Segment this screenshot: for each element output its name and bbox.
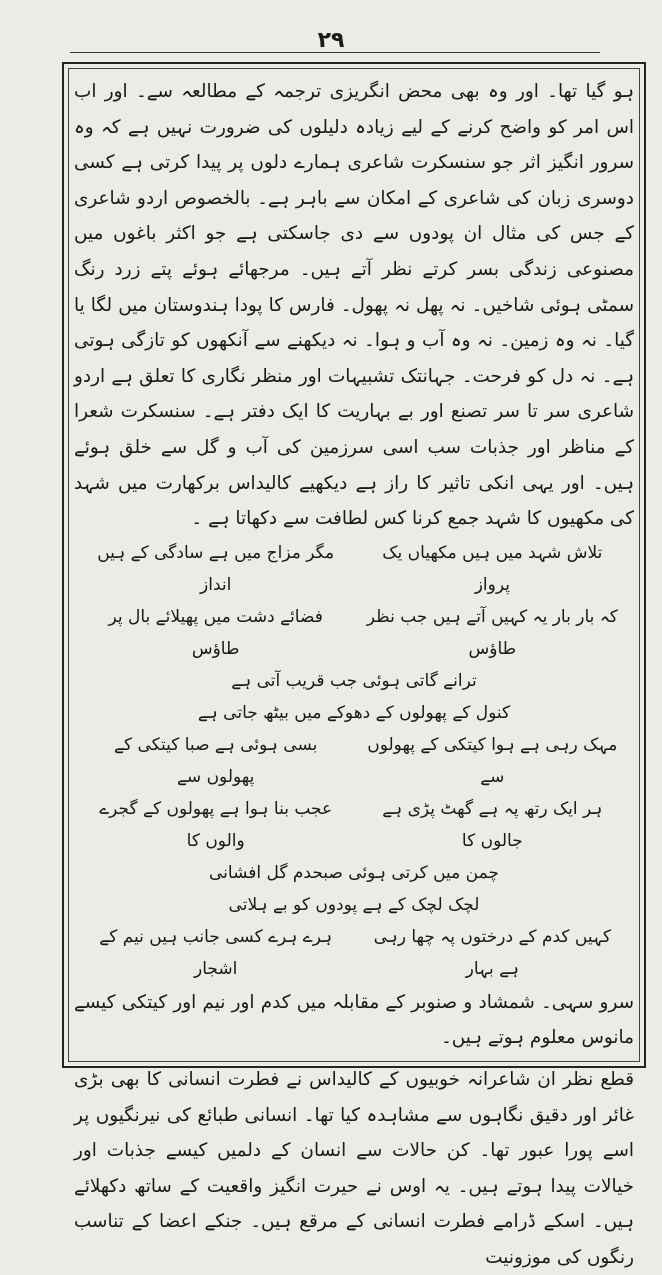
misra-right: ہر ایک رتھ پہ ہے گھٹ پڑی ہے جالوں کا: [382, 798, 603, 851]
misra-right: مہک رہی ہے ہوا کیتکی کے پھولوں سے: [367, 734, 618, 787]
paragraph-3: قطع نظر ان شاعرانہ خوبیوں کے کالیداس نے فطرت انسانی کا بھی بڑی غائر اور دقیق نگاہوں سے مشاہدہ کیا تھا۔ انسانی طبائع کی نیرنگیوں پر اسے پورا عبور تھا۔ کن حالات سے انسان کے دلمیں کیسے جذبات اور خیالات پیدا ہوتے ہیں۔ یہ اوس نے حیرت انگیز واقعیت کے ساتھ دکھلائے ہیں۔ اسکے ڈرامے فطرت انسانی کے مرقع ہیں۔ جنکے اعضا کے تناسب رنگوں کی موزونیت: [74, 1068, 634, 1268]
couplets-group-2: [74, 729, 634, 857]
misra-left: فضائے دشت میں پھیلائے بال پر طاؤس: [108, 606, 323, 659]
paragraph-1: ہو گیا تھا۔ اور وہ بھی محض انگریزی ترجمہ کے مطالعہ سے۔ اور اب اس امر کو واضح کرنے کے لیے زیادہ دلیلوں کی ضرورت نہیں ہے کہ وہ سرور انگیز اثر جو سنسکرت شاعری ہمارے دلوں پر پیدا کرتی ہے کسی دوسری زبان کی شاعری کے امکان سے باہر ہے۔ بالخصوص اردو شاعری کے جس کی مثال ان پودوں سے دی جاسکتی ہے جو اکثر باغوں میں مصنوعی زندگی بسر کرتے نظر آتے ہیں۔ مرجھائے ہوئے پتے زرد رنگ سمٹی ہوئی شاخیں۔ نہ پھل نہ پھول۔ فارس کا پودا ہندوستان میں لگا یا گیا۔ نہ وہ زمین۔ نہ وہ آب و ہوا۔ نہ دیکھنے سے آنکھوں کو تازگی ہوتی ہے۔ نہ دل کو فرحت۔ جہانتک تشبیہات اور منظر نگاری کا تعلق ہے اردو شاعری سر تا سر تصنع اور بے بہاریت کا ایک دفتر ہے۔ سنسکرت شعرا کے مناظر اور جذبات سب اسی سرزمین کی آب و گل سے خلق ہوئے ہیں۔ اور یہی انکی تاثیر کا راز ہے دیکھیے کالیداس برکھارت میں شہد کی مکھیوں کا شہد جمع کرنا کس لطافت سے دکھاتا ہے ۔: [74, 81, 634, 530]
center-verse: لچک لچک کے ہے پودوں کو بے ہلاتی: [228, 894, 480, 915]
couplet: [74, 921, 634, 985]
center-verse: چمن میں کرتی ہوئی صبحدم گل افشانی: [209, 862, 499, 883]
paragraph-2: سرو سہی۔ شمشاد و صنوبر کے مقابلہ میں کدم اور نیم اور کیتکی کیسے مانوس معلوم ہوتے ہیں۔: [74, 991, 634, 1049]
misra-right: کہیں کدم کے درختوں پہ چھا رہی ہے بہار: [373, 926, 612, 979]
couplet: [74, 537, 634, 601]
couplet: [74, 729, 634, 793]
misra-left: بسی ہوئی ہے صبا کیتکی کے پھولوں سے: [113, 734, 318, 787]
misra-left: عجب بنا ہوا ہے پھولوں کے گجرے والوں کا: [99, 798, 333, 851]
couplets-group-3: [74, 921, 634, 985]
center-verse: کنول کے پھولوں کے دھوکے میں بیٹھ جاتی ہے: [197, 702, 511, 723]
couplet: [74, 601, 634, 665]
misra-left: ہرے ہرے کسی جانب ہیں نیم کے اشجار: [99, 926, 333, 979]
page-number: ۲۹: [317, 28, 345, 53]
center-verse: ترانے گاتی ہوئی جب قریب آتی ہے: [231, 670, 477, 691]
top-rule: [70, 52, 600, 53]
couplets-group-1: [74, 537, 634, 665]
couplet: [74, 793, 634, 857]
page-content: [74, 74, 634, 1268]
misra-right: کہ بار بار یہ کہیں آتے ہیں جب نظر طاؤس: [366, 606, 618, 659]
misra-right: تلاش شہد میں ہیں مکھیاں یک پرواز: [382, 542, 603, 595]
misra-left: مگر مزاج میں ہے سادگی کے ہیں انداز: [97, 542, 335, 595]
